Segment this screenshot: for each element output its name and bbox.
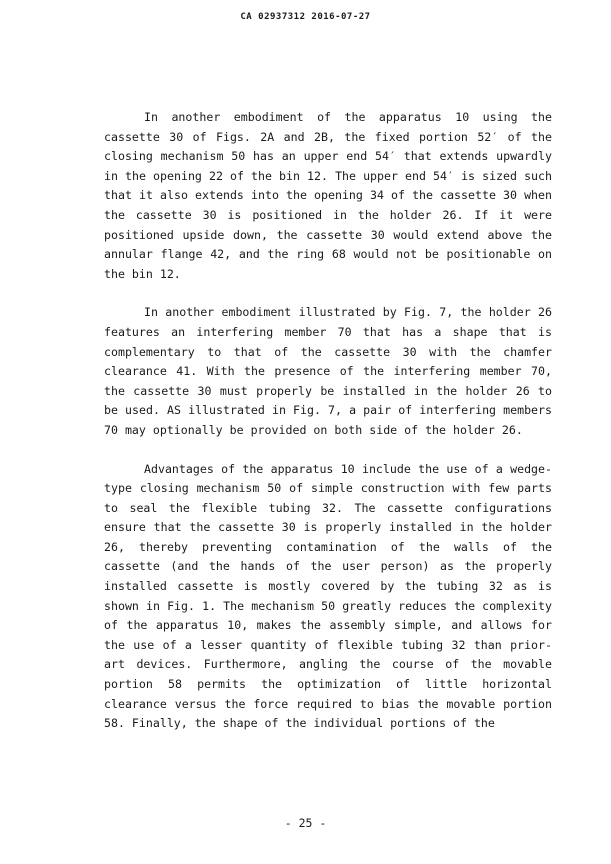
paragraph-2: In another embodiment illustrated by Fig. 7, the holder 26 features an interfering member 70 that has a shape that is complementary to that of the cassette 30 with the chamfer clearance 41. With the presence of the interfering member 70, the cassette 30 must properly be installed in the holder 26 to be used. AS illustrated in Fig. 7, a pair of interfering members 70 may optionally be provided on both side of the holder 26. — [104, 305, 552, 437]
paragraph-3: Advantages of the apparatus 10 include the use of a wedge-type closing mechanism 50 of simple construction with few parts to seal the flexible tubing 32. The cassette configurations ensure that the cassette 30 is properly installed in the holder 26, thereby preventing contamination of the walls of the cassette (and the hands of the user person) as the properly installed cassette is mostly covered by the tubing 32 as is shown in Fig. 1. The mechanism 50 greatly reduces the complexity of the apparatus 10, makes the assembly simple, and allows for the use of a lesser quantity of flexible tubing 32 than prior-art devices. Furthermore, angling the course of the movable portion 58 permits the optimization of little horizontal clearance versus the force required to bias the movable portion 58. Finally, the shape of the individual portions of the — [104, 461, 552, 731]
document-header: CA 02937312 2016-07-27 — [240, 12, 371, 22]
paragraph-1: In another embodiment of the apparatus 10 using the cassette 30 of Figs. 2A and 2B, the fixed portion 52′ of the closing mechanism 50 has an upper end 54′ that extends upwardly in the opening 22 of the bin 12. The upper end 54′ is sized such that it also extends into the opening 34 of the cassette 30 when the cassette 30 is positioned in the holder 26. If it were positioned upside down, the cassette 30 would extend above the annular flange 42, and the ring 68 would not be positionable on the bin 12. — [104, 110, 552, 281]
page-number: - 25 - — [284, 816, 327, 830]
document-body — [104, 108, 552, 753]
